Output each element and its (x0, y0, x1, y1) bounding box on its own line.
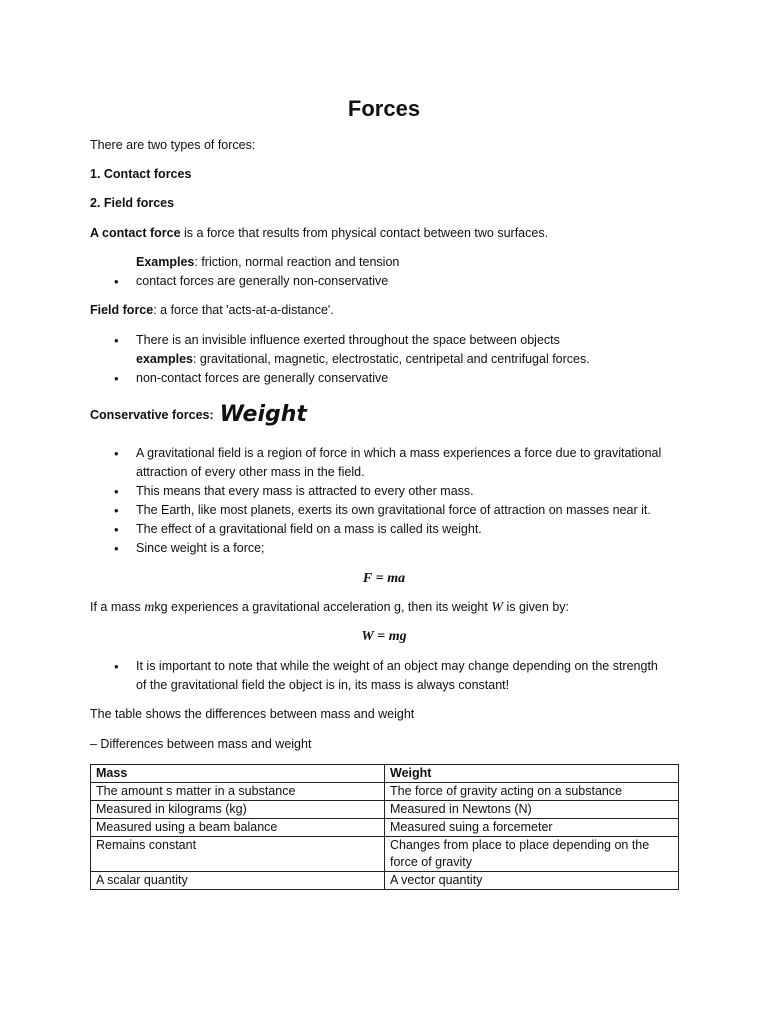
weight-bullets (90, 444, 690, 558)
contact-examples-label: Examples (136, 255, 195, 269)
symbol-w: W (491, 600, 503, 615)
table-cell: A vector quantity (385, 872, 679, 890)
table-row (91, 837, 679, 872)
list-item: • A gravitational field is a region of force in which a mass experiences a force due to gravitational (90, 444, 690, 463)
table-cell: Measured using a beam balance (91, 819, 385, 837)
table-cell: Changes from place to place depending on the force of gravity (385, 837, 679, 872)
table-row (91, 872, 679, 890)
type-contact: 1. Contact forces (90, 167, 192, 181)
table-intro: The table shows the differences between mass and weight (90, 707, 415, 721)
table-row (91, 783, 679, 801)
formula-force (0, 569, 768, 588)
conservative-label: Conservative forces: (90, 408, 214, 422)
formula-weight-eq: = (373, 629, 389, 644)
conservative-heading-row (90, 403, 690, 425)
field-definition (90, 301, 690, 320)
symbol-m: m (144, 600, 155, 615)
type-field: 2. Field forces (90, 196, 175, 210)
list-item: • This means that every mass is attracted to every other mass. (90, 482, 690, 501)
field-bullets (90, 331, 690, 350)
list-item-continuation: of the gravitational field the object is in, its mass is always constant! (136, 678, 510, 692)
mass-weight-table (90, 764, 679, 890)
table-cell: A scalar quantity (91, 872, 385, 890)
formula-force-rhs: ma (387, 571, 406, 586)
table-header-weight: Weight (385, 765, 679, 783)
field-definition-text: : a force that 'acts-at-a-distance'. (153, 303, 334, 317)
mass-sentence-part2: kg experiences a gravitational acceleration g, then its weight (154, 600, 492, 614)
field-term: Field force (90, 303, 154, 317)
table-cell: The amount s matter in a substance (91, 783, 385, 801)
table-cell: The force of gravity acting on a substance (385, 783, 679, 801)
table-row (91, 801, 679, 819)
field-examples-label: examples (136, 352, 193, 366)
note-bullets (90, 657, 690, 695)
list-item: • The Earth, like most planets, exerts its own gravitational force of attraction on masses near it. (90, 501, 690, 520)
table-cell: Measured in kilograms (kg) (91, 801, 385, 819)
weight-heading: Weight (219, 402, 307, 427)
contact-bullets (90, 272, 690, 291)
formula-force-eq: = (372, 571, 388, 586)
contact-examples (136, 253, 399, 272)
field-examples (136, 350, 590, 369)
list-item: • non-contact forces are generally conservative (90, 369, 690, 388)
list-item: • The effect of a gravitational field on a mass is called its weight. (90, 520, 690, 539)
table-cell: Measured in Newtons (N) (385, 801, 679, 819)
table-cell: Measured suing a forcemeter (385, 819, 679, 837)
table-cell: Remains constant (91, 837, 385, 872)
contact-examples-text: : friction, normal reaction and tension (194, 255, 400, 269)
formula-weight-rhs: mg (388, 629, 407, 644)
list-item: • Since weight is a force; (90, 539, 690, 558)
list-item-continuation: attraction of every other mass in the field. (136, 465, 365, 479)
mass-sentence (90, 598, 690, 617)
list-item: • contact forces are generally non-conservative (90, 272, 690, 291)
contact-definition (90, 224, 690, 243)
intro-text: There are two types of forces: (90, 138, 256, 152)
field-bullets-2 (90, 369, 690, 388)
mass-sentence-part3: is given by: (502, 600, 569, 614)
page-title: Forces (347, 96, 421, 121)
field-examples-text: : gravitational, magnetic, electrostatic, centripetal and centrifugal forces. (192, 352, 590, 366)
list-item: • It is important to note that while the weight of an object may change depending on the strength (90, 657, 690, 676)
table-header-row (91, 765, 679, 783)
table-header-mass: Mass (91, 765, 385, 783)
formula-weight-lhs: W (361, 629, 374, 644)
table-caption: – Differences between mass and weight (90, 737, 312, 751)
list-item: • There is an invisible influence exerted throughout the space between objects (90, 331, 690, 350)
contact-definition-text: is a force that results from physical contact between two surfaces. (180, 226, 549, 240)
table-row (91, 819, 679, 837)
formula-weight (0, 627, 768, 646)
formula-force-lhs: F (362, 571, 373, 586)
contact-term: A contact force (90, 226, 181, 240)
mass-sentence-part1: If a mass (90, 600, 145, 614)
